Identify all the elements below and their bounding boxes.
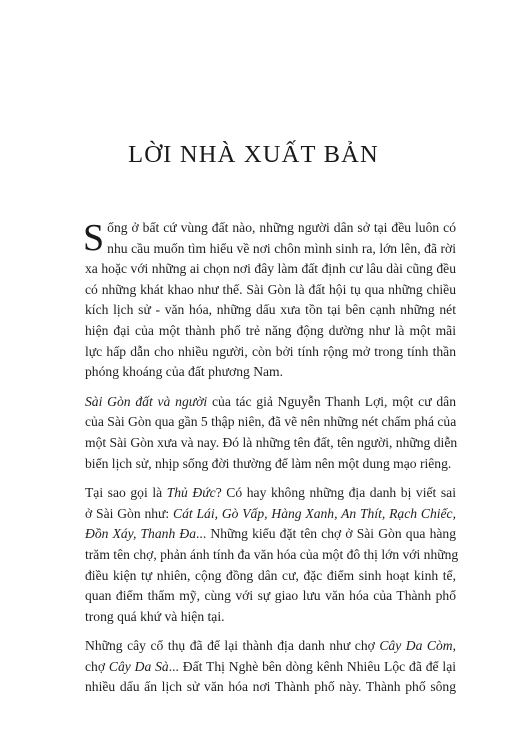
text-line: xa hoặc với những ai chọn nơi đây làm đất định cư lâu dài cũng đều (85, 261, 456, 277)
text-line: lực hấp dẫn cho nhiều người, còn bởi tính rộng mở trong tính thần (85, 343, 456, 359)
text-segment: ? Có hay không những địa danh bị viết sai (215, 485, 456, 501)
page-title: LỜI NHÀ XUẤT BẢN (128, 141, 379, 168)
text-line: có những khát khao như thế. Sài Gòn là đất hội tụ qua những chiều (85, 281, 456, 297)
text-line: biến lịch sử, nhịp sống đời thường để làm nên một dung mạo riêng. (85, 455, 452, 471)
text-line (85, 524, 456, 545)
text-line: hiện đại của một thành phố trẻ năng động dường như là một mãi (85, 322, 456, 338)
text-segment: Những cây cổ thụ đã để lại thành địa danh như chợ (85, 638, 380, 654)
text-line: trong quá khứ và hiện tại. (85, 608, 225, 624)
text-line: phóng khoáng của đất phương Nam. (85, 364, 284, 380)
text-line: trăm tên chợ, phản ánh tính đa văn hóa của một đô thị lớn với những (85, 546, 459, 562)
text-segment: , (452, 638, 456, 654)
paragraph-1 (85, 218, 456, 383)
text-line: một Sài Gòn xưa và nay. Đó là những tên đất, tên người, những diễn (85, 434, 458, 450)
paragraph-3 (85, 483, 459, 627)
text-line: nhu cầu muốn tìm hiểu về nơi chôn mình sinh ra, lớn lên, đã rời (107, 240, 456, 256)
text-segment: của tác giả Nguyễn Thanh Lợi, một cư dân (207, 393, 457, 409)
text-line (85, 392, 456, 413)
text-line: của Sài Gòn qua gần 5 thập niên, đã vẽ nên những nét chấm phá của (85, 414, 457, 430)
text-line (85, 483, 456, 504)
paragraph-2 (85, 392, 456, 474)
place-name-italic: Cát Lái, Gò Vấp, Hàng Xanh, An Thít, Rạch Chiếc, (173, 505, 456, 521)
text-line: ống ở bất cứ vùng đất nào, những người dân sở tại đều luôn có (107, 220, 456, 235)
paragraph-4 (85, 636, 456, 698)
body-text (83, 217, 459, 707)
book-title-italic: Sài Gòn đất và người (85, 393, 208, 409)
text-segment: ... Đất Thị Nghè bên dòng kênh Nhiêu Lộc đã để lại (168, 658, 457, 674)
text-segment: Tại sao gọi là (85, 485, 167, 501)
place-name-italic: Cây Da Còm (379, 638, 453, 654)
text-segment: ở Sài Gòn như: (85, 505, 173, 521)
drop-cap: S (83, 217, 105, 259)
text-line (85, 657, 456, 678)
text-segment: ... Những kiểu đặt tên chợ ở Sài Gòn qua hàng (196, 526, 457, 542)
text-line (85, 504, 456, 525)
text-line: kích lịch sử - văn hóa, những dấu xưa tồn tại bên cạnh những nét (85, 302, 456, 318)
text-line: quan điểm thẩm mỹ, cùng với sự giao lưu văn hóa của Thành phố (85, 588, 456, 604)
text-segment: chợ (85, 658, 109, 674)
place-name-italic: Đồn Xáy, Thanh Đa (85, 526, 197, 542)
text-line (85, 636, 456, 657)
place-name-italic: Thủ Đức (166, 485, 216, 501)
place-name-italic: Cây Da Sà (108, 658, 169, 674)
text-line: điều kiện tự nhiên, cộng đồng dân cư, đặc điểm sinh hoạt kinh tế, (85, 567, 456, 583)
text-line: nhiều dấu ấn lịch sử văn hóa nơi Thành phố này. Thành phố sông (85, 679, 456, 695)
